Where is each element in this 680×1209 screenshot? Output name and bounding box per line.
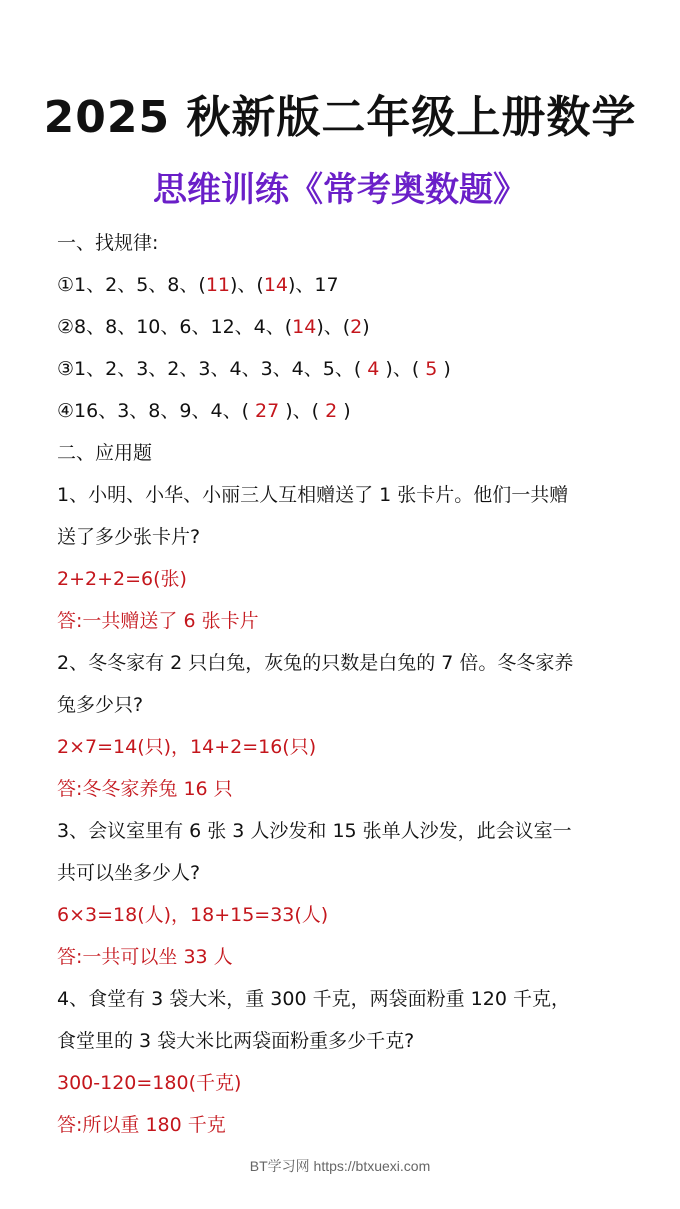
pattern-answer: 2 [350,316,363,338]
problem-text: 共可以坐多少人? [57,862,201,884]
footer-watermark: BT学习网 https://btxuexi.com [249,1158,431,1174]
problem-calculation: 300-120=180(千克) [57,1072,242,1094]
pattern-answer: 11 [205,274,230,296]
pattern-item [57,348,647,390]
pattern-text: )、17 [288,274,339,296]
pattern-item [57,264,647,306]
pattern-text: ④16、3、8、9、4、( [57,400,256,422]
pattern-text: ) [362,316,370,338]
pattern-text: ) [337,400,351,422]
pattern-text: ①1、2、5、8、( [57,274,206,296]
pattern-answer: 14 [263,274,289,296]
worksheet-content [57,222,647,1146]
pattern-answer: 5 [425,358,438,380]
problem-answer: 答:一共赠送了 6 张卡片 [57,610,259,632]
pattern-text: )、( [379,358,426,380]
section-heading-patterns: 一、找规律: [57,232,159,254]
page-subtitle: 思维训练《常考奥数题》 [153,170,527,210]
pattern-answer: 4 [367,358,380,380]
pattern-answer: 27 [255,400,280,422]
pattern-answer: 2 [325,400,338,422]
problem-text: 4、食堂有 3 袋大米，重 300 千克，两袋面粉重 120 千克， [57,988,570,1010]
problem-text: 兔多少只? [57,694,144,716]
pattern-text: )、( [316,316,351,338]
problem-answer: 答:冬冬家养兔 16 只 [57,778,233,800]
pattern-text: ) [437,358,451,380]
pattern-answer: 14 [292,316,317,338]
problem-answer: 答:所以重 180 千克 [57,1114,226,1136]
problem-answer: 答:一共可以坐 33 人 [57,946,233,968]
section-heading-word-problems: 二、应用题 [57,442,153,464]
pattern-text: ②8、8、10、6、12、4、( [57,316,293,338]
problem-text: 1、小明、小华、小丽三人互相赠送了 1 张卡片。他们一共赠 [57,484,569,506]
problem-text: 3、会议室里有 6 张 3 人沙发和 15 张单人沙发，此会议室一 [57,820,572,842]
pattern-item [57,306,647,348]
problem-text: 2、冬冬家有 2 只白兔，灰兔的只数是白兔的 7 倍。冬冬家养 [57,652,574,674]
pattern-item [57,390,647,432]
problem-calculation: 6×3=18(人)，18+15=33(人) [57,904,329,926]
pattern-text: )、( [230,274,264,296]
pattern-text: )、( [279,400,326,422]
problem-calculation: 2+2+2=6(张) [57,568,187,590]
problem-text: 食堂里的 3 袋大米比两袋面粉重多少千克? [57,1030,415,1052]
problem-text: 送了多少张卡片? [57,526,201,548]
problem-calculation: 2×7=14(只)，14+2=16(只) [57,736,317,758]
page-title: 2025 秋新版二年级上册数学 [43,92,637,143]
pattern-text: ③1、2、3、2、3、4、3、4、5、( [57,358,368,380]
